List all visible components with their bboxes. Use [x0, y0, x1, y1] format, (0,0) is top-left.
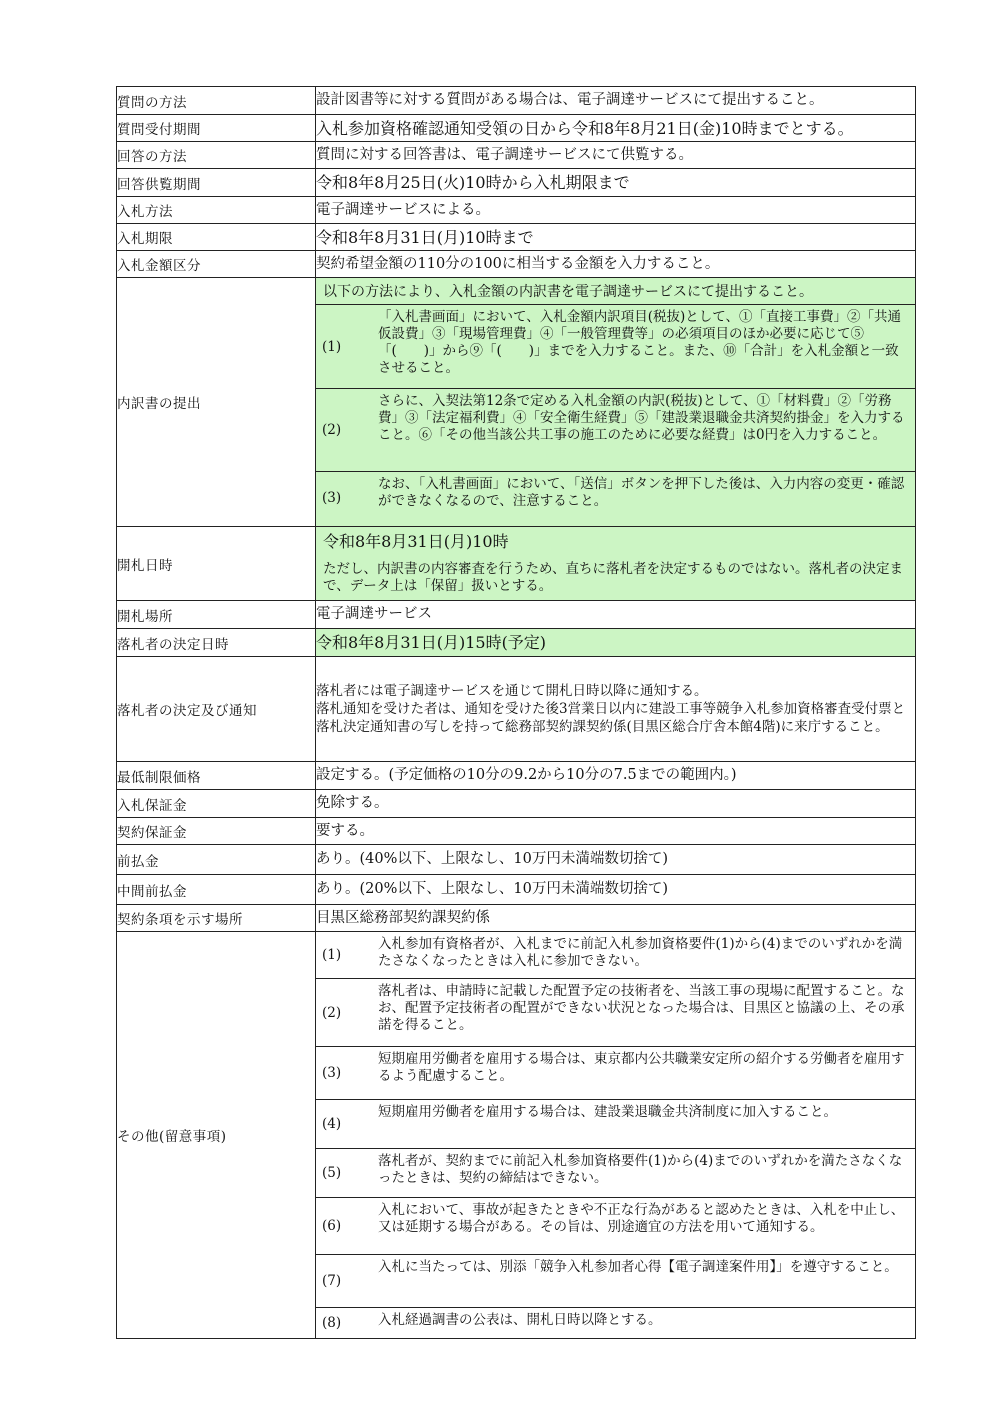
row-label: 内訳書の提出	[117, 278, 316, 527]
row-label: 開札場所	[117, 601, 316, 629]
row-label: 最低制限価格	[117, 762, 316, 790]
row-value: 令和8年8月25日(火)10時から入札期限まで	[316, 169, 916, 197]
row-label: 質問受付期間	[117, 115, 316, 142]
breakdown-item	[316, 388, 915, 471]
item-text: 落札者は、申請時に記載した配置予定の技術者を、当該工事の現場に配置すること。なお、配置予定技術者の配置ができない状況となった場合は、目黒区と協議の上、その承諾を得ること。	[378, 983, 905, 1033]
item-text: 落札者が、契約までに前記入札参加資格要件(1)から(4)までのいずれかを満たさなくなったときは、契約の締結はできない。	[378, 1153, 903, 1186]
item-text: 短期雇用労働者を雇用する場合は、東京都内公共職業安定所の紹介する労働者を雇用するよう配慮すること。	[378, 1051, 905, 1084]
row-opening	[117, 527, 916, 601]
row-label: その他(留意事項)	[117, 932, 316, 1339]
row-label: 契約保証金	[117, 818, 316, 845]
row-label: 前払金	[117, 845, 316, 875]
other-item	[316, 1197, 915, 1254]
breakdown-cell	[316, 278, 916, 527]
other-item	[316, 1148, 915, 1197]
row-value: 電子調達サービスによる。	[316, 197, 916, 224]
item-number: (4)	[322, 1116, 342, 1132]
row-value: 電子調達サービス	[316, 601, 916, 629]
row-terms-place	[117, 905, 916, 932]
item-number: (1)	[322, 947, 342, 963]
item-text: 入札において、事故が起きたときや不正な行為があると認めたときは、入札を中止し、又は延期する場合がある。その旨は、別途適宜の方法を用いて通知する。	[378, 1202, 905, 1235]
other-item	[316, 1307, 915, 1338]
row-value: あり。(20%以下、上限なし、10万円未満端数切捨て)	[316, 875, 916, 905]
other-item	[316, 932, 915, 978]
opening-cell	[316, 527, 916, 601]
item-number: (3)	[322, 1065, 342, 1081]
row-answer-method	[117, 142, 916, 169]
row-label: 入札保証金	[117, 790, 316, 818]
row-label: 回答の方法	[117, 142, 316, 169]
row-min-price	[117, 762, 916, 790]
breakdown-intro: 以下の方法により、入札金額の内訳書を電子調達サービスにて提出すること。	[316, 280, 915, 305]
item-number: (8)	[322, 1315, 342, 1331]
row-label: 入札金額区分	[117, 251, 316, 278]
row-label: 契約条項を示す場所	[117, 905, 316, 932]
row-value: 質問に対する回答書は、電子調達サービスにて供覧する。	[316, 142, 916, 169]
row-question-period	[117, 115, 916, 142]
other-cell	[316, 932, 916, 1339]
row-value: 要する。	[316, 818, 916, 845]
row-label: 入札期限	[117, 224, 316, 251]
row-value: 目黒区総務部契約課契約係	[316, 905, 916, 932]
item-number: (3)	[322, 490, 342, 506]
notice-line: 落札者には電子調達サービスを通じて開札日時以降に通知する。	[316, 683, 708, 699]
other-item	[316, 1254, 915, 1307]
row-opening-place	[117, 601, 916, 629]
row-contract-bond	[117, 818, 916, 845]
row-value: 契約希望金額の110分の100に相当する金額を入力すること。	[316, 251, 916, 278]
item-number: (1)	[322, 338, 342, 355]
decision-notice-cell	[316, 657, 916, 762]
item-text: 入札参加有資格者が、入札までに前記入札参加資格要件(1)から(4)までのいずれかを満たさなくなったときは入札に参加できない。	[378, 936, 903, 969]
breakdown-item	[316, 471, 915, 524]
conditions-table	[116, 86, 916, 1339]
breakdown-item	[316, 305, 915, 388]
row-decision-notice	[117, 657, 916, 762]
item-text: さらに、入契法第12条で定める入札金額の内訳(税抜)として、①「材料費」②「労務費」③「法定福利費」④「安全衛生経費」⑤「建設業退職金共済契約掛金」を入力すること。⑥「その他当該公共工事の施工のために必要な経費」は0円を入力すること。	[378, 393, 905, 443]
opening-datetime: 令和8年8月31日(月)10時	[323, 532, 509, 551]
row-value: 設計図書等に対する質問がある場合は、電子調達サービスにて提出すること。	[316, 87, 916, 115]
breakdown-list	[316, 305, 915, 524]
row-advance	[117, 845, 916, 875]
opening-note: ただし、内訳書の内容審査を行うため、直ちに落札者を決定するものではない。落札者の決定まで、データ上は「保留」扱いとする。	[316, 556, 915, 599]
other-list	[316, 932, 915, 1338]
row-label: 落札者の決定日時	[117, 629, 316, 657]
row-breakdown	[117, 278, 916, 527]
other-item	[316, 978, 915, 1046]
row-label: 中間前払金	[117, 875, 316, 905]
item-text: 入札に当たっては、別添「競争入札参加者心得【電子調達案件用】」を遵守すること。	[378, 1259, 898, 1275]
row-value: 令和8年8月31日(月)15時(予定)	[316, 629, 916, 657]
row-bid-deadline	[117, 224, 916, 251]
row-bid-bond	[117, 790, 916, 818]
other-item	[316, 1099, 915, 1148]
item-text: 「入札書画面」において、入札金額内訳項目(税抜)として、①「直接工事費」②「共通仮設費」③「現場管理費」④「一般管理費等」の必須項目のほか必要に応じて⑤「( )」から⑨「( )」までを入力すること。また、⑩「合計」を入札金額と一致させること。	[378, 309, 901, 376]
item-number: (6)	[322, 1218, 342, 1234]
row-bid-method	[117, 197, 916, 224]
row-question-method	[117, 87, 916, 115]
item-number: (7)	[322, 1273, 342, 1289]
row-label: 落札者の決定及び通知	[117, 657, 316, 762]
row-value: 入札参加資格確認通知受領の日から令和8年8月21日(金)10時までとする。	[316, 115, 916, 142]
row-value: 免除する。	[316, 790, 916, 818]
item-number: (5)	[322, 1165, 342, 1181]
other-item	[316, 1046, 915, 1099]
notice-line: 落札通知を受けた者は、通知を受けた後3営業日以内に建設工事等競争入札参加資格審査受付票と落札決定通知書の写しを持って総務部契約課契約係(目黒区総合庁舎本館4階)に来庁すること。	[316, 701, 906, 735]
item-number: (2)	[322, 422, 342, 438]
row-answer-period	[117, 169, 916, 197]
row-value: 設定する。(予定価格の10分の9.2から10分の7.5までの範囲内。)	[316, 762, 916, 790]
row-label: 回答供覧期間	[117, 169, 316, 197]
item-text: なお、「入札書画面」において、「送信」ボタンを押下した後は、入力内容の変更・確認ができなくなるので、注意すること。	[378, 476, 905, 509]
row-label: 入札方法	[117, 197, 316, 224]
item-text: 短期雇用労働者を雇用する場合は、建設業退職金共済制度に加入すること。	[378, 1104, 837, 1120]
row-value: 令和8年8月31日(月)10時まで	[316, 224, 916, 251]
row-label: 開札日時	[117, 527, 316, 601]
item-text: 入札経過調書の公表は、開札日時以降とする。	[378, 1312, 662, 1328]
row-decision-date	[117, 629, 916, 657]
row-label: 質問の方法	[117, 87, 316, 115]
item-number: (2)	[322, 1004, 342, 1021]
row-value: あり。(40%以下、上限なし、10万円未満端数切捨て)	[316, 845, 916, 875]
row-mid-advance	[117, 875, 916, 905]
row-bid-amount	[117, 251, 916, 278]
row-other	[117, 932, 916, 1339]
